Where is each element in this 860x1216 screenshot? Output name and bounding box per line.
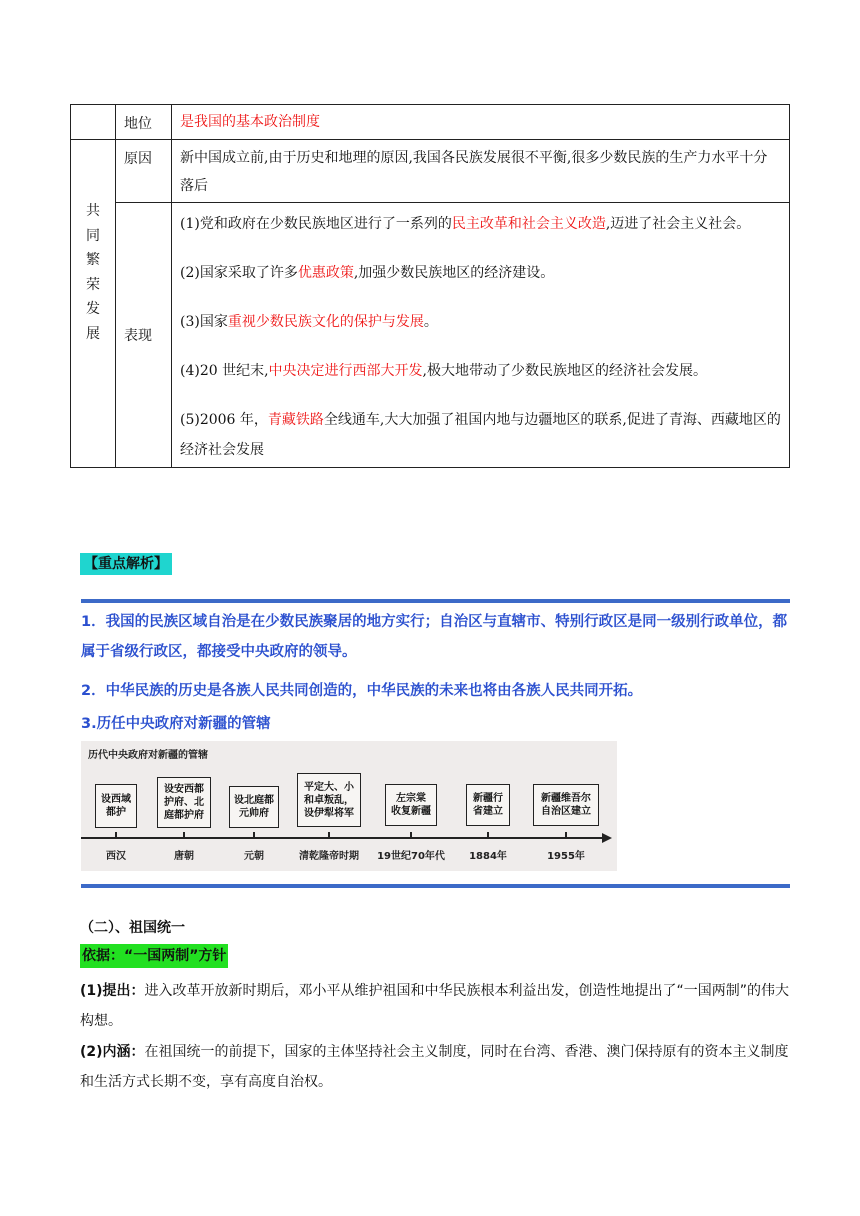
status-content: 是我国的基本政治制度 <box>180 114 320 130</box>
paragraph-text: 在祖国统一的前提下，国家的主体坚持社会主义制度，同时在台湾、香港、澳门保持原有的资本主义制度和生活方式长期不变，享有高度自治权。 <box>80 1044 789 1090</box>
timeline-event-box: 设西域 都护 <box>95 784 137 828</box>
status-label-cell <box>116 105 172 140</box>
reason-content: 新中国成立前,由于历史和地理的原因,我国各民族发展很不平衡,很多少数民族的生产力水平十分落后 <box>180 150 768 194</box>
timeline-event-box: 左宗棠 收复新疆 <box>385 784 437 826</box>
timeline-event-box: 平定大、小 和卓叛乱， 设伊犁将军 <box>297 773 361 827</box>
timeline-tick <box>183 832 185 838</box>
paragraph-text: 进入改革开放新时期后，邓小平从维护祖国和中华民族根本利益出发，创造性地提出了“一国两制”的伟大构想。 <box>80 983 790 1029</box>
timeline-event-box: 设北庭都 元帅府 <box>229 786 279 828</box>
basis-tag: 依据：“一国两制”方针 <box>80 944 228 968</box>
key-point-1: 1．我国的民族区域自治是在少数民族聚居的地方实行；自治区与直辖市、特别行政区是同一级别行政单位，都属于省级行政区，都接受中央政府的领导。 <box>81 614 788 660</box>
timeline-era-label: 清乾隆帝时期 <box>299 851 359 862</box>
timeline-tick <box>565 832 567 838</box>
performance-label: 表现 <box>124 328 152 344</box>
reason-label: 原因 <box>124 151 152 167</box>
performance-label-cell <box>116 203 172 468</box>
reason-label-cell <box>116 140 172 203</box>
paragraph-connotation <box>80 1037 792 1097</box>
timeline-event-box: 新疆维吾尔 自治区建立 <box>533 784 599 826</box>
section-heading: （二）、祖国统一 <box>80 920 185 936</box>
performance-item: (2)国家采取了许多优惠政策,加强少数民族地区的经济建设。 <box>180 265 555 281</box>
timeline-axis <box>81 837 604 839</box>
timeline-arrow-icon <box>602 833 612 843</box>
status-label: 地位 <box>124 116 152 132</box>
timeline-tick <box>328 832 330 838</box>
key-point-3: 3.历任中央政府对新疆的管辖 <box>81 716 271 732</box>
group-label-cell <box>71 140 116 468</box>
table-row-reason <box>71 140 790 203</box>
table-row-status <box>71 105 790 140</box>
timeline-era-label: 西汉 <box>106 851 126 862</box>
timeline-era-label: 元朝 <box>244 851 264 862</box>
key-point-2: 2．中华民族的历史是各族人民共同创造的，中华民族的未来也将由各族人民共同开拓。 <box>81 683 643 699</box>
timeline-era-label: 19世纪70年代 <box>377 851 445 862</box>
blue-rule-bottom <box>81 884 790 888</box>
timeline-event-box: 新疆行 省建立 <box>466 784 510 826</box>
paragraph-proposal <box>80 976 792 1036</box>
performance-list <box>172 203 789 467</box>
timeline-title: 历代中央政府对新疆的管辖 <box>88 750 208 761</box>
performance-item: (5)2006 年，青藏铁路全线通车,大大加强了祖国内地与边疆地区的联系,促进了青海、西藏地区的经济社会发展 <box>180 412 781 458</box>
timeline-era-label: 唐朝 <box>174 851 194 862</box>
group-label: 共 同 繁 荣 发 展 <box>86 203 100 342</box>
timeline-tick <box>487 832 489 838</box>
reason-content-cell <box>172 140 790 203</box>
key-analysis-tag: 【重点解析】 <box>80 553 172 575</box>
timeline-event-box: 设安西都 护府、北 庭都护府 <box>157 777 211 828</box>
performance-item: (3)国家重视少数民族文化的保护与发展。 <box>180 314 438 330</box>
performance-item: (1)党和政府在少数民族地区进行了一系列的民主改革和社会主义改造,迈进了社会主义社会。 <box>180 216 751 232</box>
timeline-tick <box>410 832 412 838</box>
paragraph-label: (2)内涵： <box>80 1044 145 1060</box>
performance-item: (4)20 世纪末,中央决定进行西部大开发,极大地带动了少数民族地区的经济社会发展。 <box>180 363 707 379</box>
content-table <box>70 104 790 468</box>
xinjiang-timeline-figure <box>81 741 617 871</box>
timeline-tick <box>253 832 255 838</box>
timeline-era-label: 1884年 <box>469 851 507 862</box>
empty-cell <box>71 105 116 140</box>
timeline-tick <box>115 832 117 838</box>
performance-content-cell <box>172 203 790 468</box>
status-content-cell <box>172 105 790 140</box>
paragraph-label: (1)提出： <box>80 983 145 999</box>
table-row-performance <box>71 203 790 468</box>
blue-rule-top <box>81 599 790 603</box>
timeline-era-label: 1955年 <box>547 851 585 862</box>
